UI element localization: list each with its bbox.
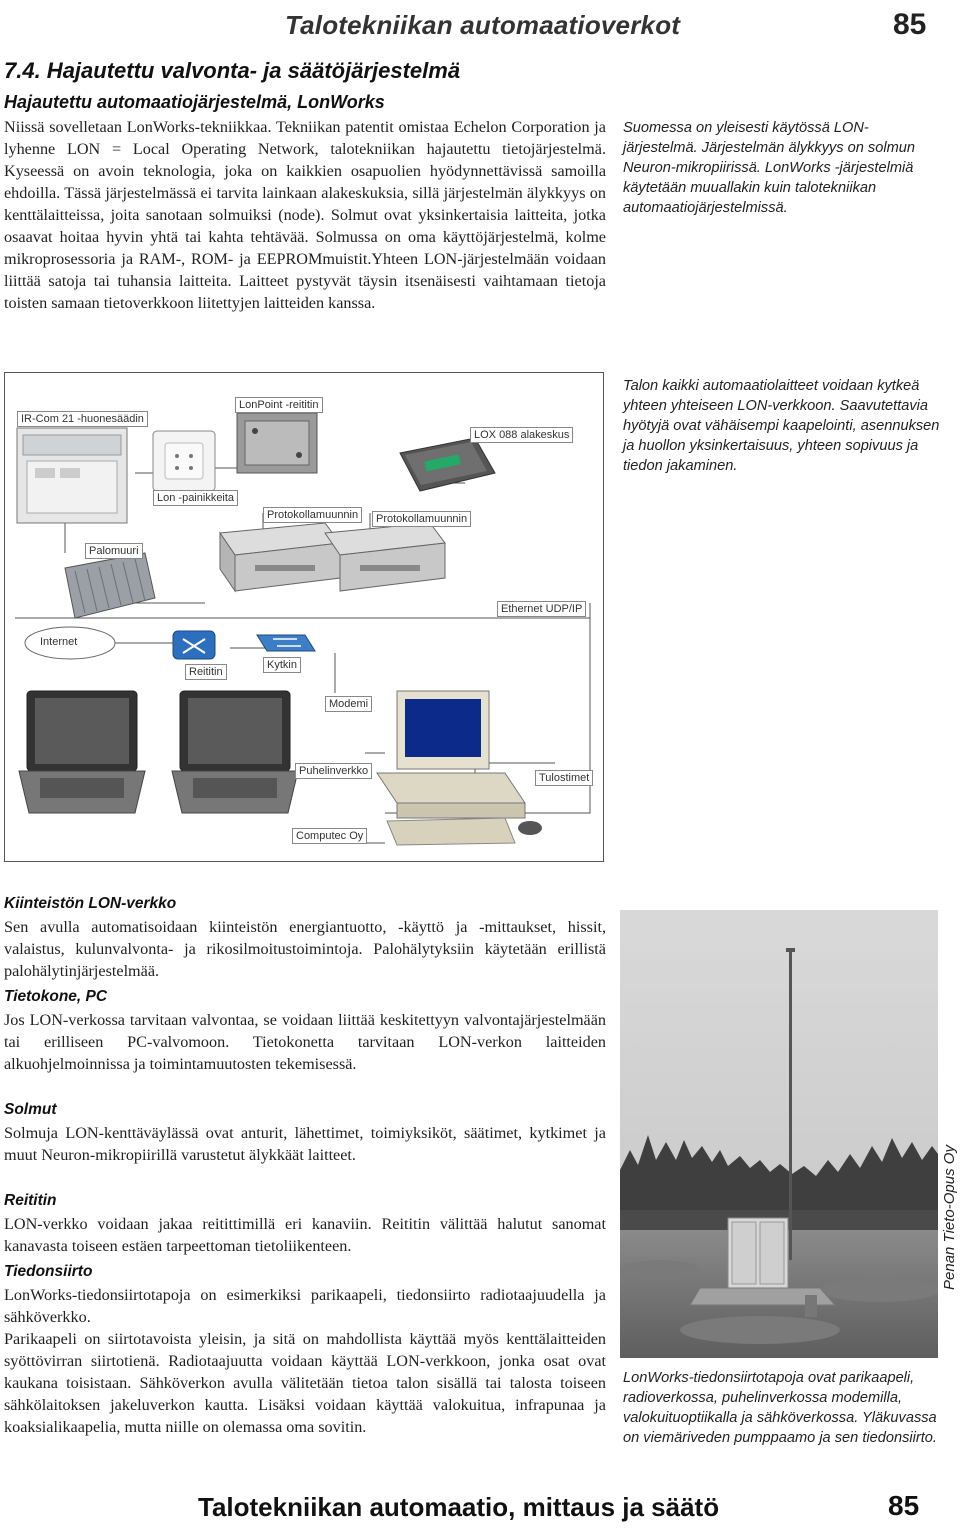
text-pc: Jos LON-verkossa tarvitaan valvontaa, se voidaan liittää keskitettyyn valvontajärjestelmään tai erilliseen PC-valvomoon. Tietokonetta tarvitaan LON-verkon laitteiden alkuohjelmoinnissa ja toimintamuutosten tekemisessä. <box>4 1011 606 1073</box>
desktop-pc-icon <box>377 691 542 845</box>
firewall-icon <box>65 553 155 618</box>
subsection-title: Hajautettu automaatiojärjestelmä, LonWorks <box>4 92 385 112</box>
label-modem: Modemi <box>325 696 372 712</box>
label-protocol-converter-2: Protokollamuunnin <box>372 511 471 527</box>
push-button-icon <box>153 431 215 491</box>
pumping-station-photo <box>620 910 938 1358</box>
page-number-top: 85 <box>893 8 927 41</box>
label-computec: Computec Oy <box>292 828 367 844</box>
label-protocol-converter-1: Protokollamuunnin <box>263 507 362 523</box>
label-painikkeita: Lon -painikkeita <box>153 490 238 506</box>
text-lon-network: Sen avulla automatisoidaan kiinteistön energiantuotto, -käyttö ja -mittaukset, hissit, valaistus, kulunvalvonta- ja rikosilmoitustoimintoja. Palohälytyksiin käytetään erillistä palohälytinjärjestelmää. <box>4 918 606 980</box>
caption-lon-network: Talon kaikki automaatiolaitteet voidaan kytkeä yhteen yhteiseen LON-verkkoon. Saavutettavia hyötyjä ovat vähäisempi kaapelointi, asennuksen ja huollon yksinkertaisuus, yhteen sopivuus ja tiedon jakaminen. <box>623 378 940 474</box>
photo-credit: Penan Tieto-Opus Oy <box>941 1145 958 1290</box>
text-transmission: LonWorks-tiedonsiirtotapoja on esimerkiksi parikaapeli, tiedonsiirto radiotaajuudella ja sähköverkko. <box>4 1286 606 1326</box>
lonpoint-router-icon <box>237 413 317 473</box>
text-nodes: Solmuja LON-kenttäväylässä ovat anturit, lähettimet, toimiyksiköt, säätimet, kytkimet ja muut Neuron-mikropiirillä varustetut älykkäät laitteet. <box>4 1124 606 1164</box>
section-title: 7.4. Hajautettu valvonta- ja säätöjärjestelmä <box>4 58 461 83</box>
running-title: Talotekniikan automaatioverkot <box>285 10 681 40</box>
label-lox: LOX 088 alakeskus <box>470 427 573 443</box>
caption-transmission: LonWorks-tiedonsiirtotapoja ovat parikaapeli, radioverkossa, puhelinverkossa modemilla, valokuituoptiikalla ja sähköverkossa. Yläkuvassa on viemäriveden pumppaamo ja sen tiedonsiirto. <box>623 1370 937 1446</box>
label-phone-network: Puhelinverkko <box>295 763 372 779</box>
label-ethernet: Ethernet UDP/IP <box>497 601 586 617</box>
protocol-converter-2-icon <box>325 523 445 591</box>
intro-paragraph: Niissä sovelletaan LonWorks-tekniikkaa. Tekniikan patentit omistaa Echelon Corporation ja lyhenne LON = Local Operating Network, talotekniikan hajautettu tietojärjestelmä. Kyseessä on avoin teknologia, joka on kaikkien osapuolien hyödynnettävissä samoilla ehdoilla. Tässä järjestelmässä ei tarvita lainkaan alakeskuksia, sillä järjestelmän älykkyys on kenttälaitteissa, joita sanotaan solmuiksi (node). Solmut ovat yksinkertaisia laitteita, jotka osaavat hoitaa hyvin yhtä tai kahta tehtävää. Solmussa on oma käyttöjärjestelmä, kolme mikroprosessoria ja RAM-, ROM- ja EEPROMmuistit.Yhteen LON-järjestelmään voidaan liittää satoja tai tuhansia laitteita. Laitteet pystyvät täysin itsenäisesti vaihtamaan tietoja toisten samaan tietoverkkoon liitettyjen laitteiden kanssa. <box>4 118 606 312</box>
page-number-bottom: 85 <box>888 1490 920 1521</box>
label-ircom: IR-Com 21 -huonesäädin <box>17 411 148 427</box>
label-switch: Kytkin <box>263 657 301 673</box>
label-lonpoint: LonPoint -reititin <box>235 397 323 413</box>
label-router: Reititin <box>185 664 227 680</box>
router-icon <box>173 631 215 659</box>
caption-lon-system: Suomessa on yleisesti käytössä LON-järjestelmä. Järjestelmän älykkyys on solmun Neuron-mikropiirissä. LonWorks -järjestelmiä käytetään muuallakin kuin talotekniikan automaatiojärjestelmissä. <box>623 120 915 216</box>
switch-icon <box>257 635 315 651</box>
heading-router: Reititin <box>4 1192 57 1209</box>
lox-controller-icon <box>400 438 495 491</box>
laptop-2-icon <box>172 691 298 813</box>
diagram-drawing <box>5 373 603 861</box>
text-router: LON-verkko voidaan jakaa reitittimillä eri kanaviin. Reititin välittää halutut sanomat kanavasta toiseen estäen tarpeettoman tietoliikenteen. <box>4 1215 606 1255</box>
label-printers: Tulostimet <box>535 770 593 786</box>
label-firewall: Palomuuri <box>85 543 143 559</box>
photo-drawing <box>620 910 938 1358</box>
protocol-converter-1-icon <box>220 523 340 591</box>
heading-nodes: Solmut <box>4 1101 57 1118</box>
laptop-1-icon <box>19 691 145 813</box>
heading-transmission: Tiedonsiirto <box>4 1263 93 1280</box>
text-transmission-2: Parikaapeli on siirtotavoista yleisin, ja sitä on mahdollista käyttää myös kenttälaitteiden syöttövirran siirtotienä. Radiotaajuutta voidaan käyttää LON-verkkoon, jonka osat ovat kaukana toisistaan. Sähköverkon avulla välitetään tietoa talon sisällä tai talosta toiseen sähkölaitoksen jakeluverkon kautta. Lisäksi voidaan käyttää valokuitua, infrapunaa ja koaksialikaapelia, mutta niille on olemassa oma sovitin. <box>4 1330 606 1436</box>
lon-network-diagram <box>4 372 604 862</box>
label-internet: Internet <box>40 636 78 648</box>
heading-pc: Tietokone, PC <box>4 988 108 1005</box>
ircom-device-icon <box>17 428 127 523</box>
footer-title: Talotekniikan automaatio, mittaus ja säätö <box>198 1492 720 1522</box>
heading-lon-network: Kiinteistön LON-verkko <box>4 895 177 912</box>
